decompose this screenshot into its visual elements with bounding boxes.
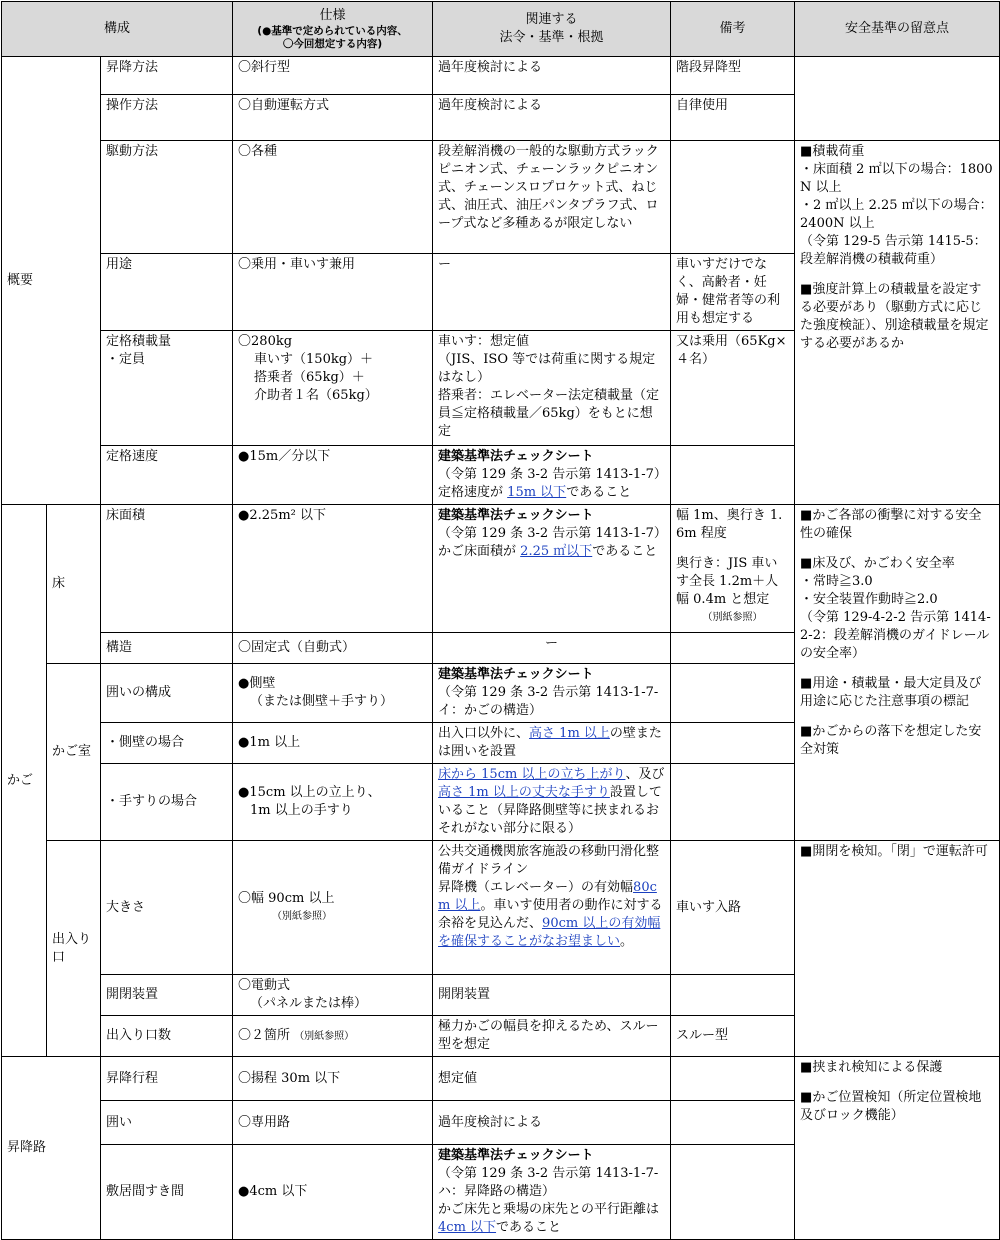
item-cell: 定格速度	[101, 446, 233, 505]
law-text: 昇降機（エレベーター）の有効幅	[438, 880, 634, 895]
spec-cell	[233, 975, 433, 1016]
law-text: であること	[566, 485, 632, 500]
spec-cell	[233, 664, 433, 723]
law-title: 建築基準法チェックシート	[438, 667, 594, 682]
item-cell: 操作方法	[101, 95, 233, 141]
spec-cell: ●2.25m² 以下	[233, 505, 433, 633]
law-cell: 過年度検討による	[433, 1101, 671, 1145]
law-title: 建築基準法チェックシート	[438, 1148, 594, 1163]
table-row	[2, 141, 1000, 254]
note-cell: 階段昇降型	[671, 57, 795, 95]
spec-text: 〇幅 90cm 以上	[238, 890, 335, 906]
law-cell	[433, 1145, 671, 1240]
item-cell: 床面積	[101, 505, 233, 633]
item-cell: ・手すりの場合	[101, 764, 233, 841]
spec-text: ●15cm 以上の立上り、	[238, 785, 381, 800]
header-law-line2: 法令・基準・根拠	[499, 30, 604, 45]
spec-text: （または側壁＋手すり）	[250, 694, 394, 709]
spec-text: 介助者１名（65kg）	[254, 388, 378, 403]
section-car: かご	[2, 505, 47, 1057]
spec-cell	[233, 331, 433, 446]
note-cell: 車いすだけでなく、高齢者・妊婦・健常者等の利用も想定する	[671, 254, 795, 331]
item-cell: 構造	[101, 633, 233, 664]
note-cell	[671, 723, 795, 764]
safety-text: ■床及び、かごわく安全率	[800, 556, 955, 571]
note-cell	[671, 633, 795, 664]
section-overview: 概要	[2, 57, 101, 505]
item-cell: 囲いの構成	[101, 664, 233, 723]
note-text: （別紙参照）	[702, 612, 763, 623]
law-text: （令第 129 条 3-2 告示第 1413-1-7-イ：かごの構造）	[438, 685, 659, 718]
header-structure: 構成	[2, 2, 233, 57]
law-text: 出入口以外に、	[438, 726, 530, 741]
note-cell: 車いす入路	[671, 841, 795, 975]
law-underlined: 90cm 以上の有効幅を確保することがなお望ましい	[438, 916, 661, 949]
spec-text: 〇２箇所	[238, 1027, 291, 1043]
law-cell: ー	[433, 633, 671, 664]
spec-cell	[233, 764, 433, 841]
law-underlined: 高さ 1m 以上の丈夫な手すり	[438, 785, 610, 800]
safety-text: ■かごからの落下を想定した安全対策	[800, 724, 982, 757]
spec-cell: ●15m／分以下	[233, 446, 433, 505]
note-text: 幅 1m、奥行き 1.6m 程度	[676, 508, 783, 541]
item-cell	[101, 331, 233, 446]
law-underlined: 2.25 ㎡以下	[520, 544, 593, 559]
header-spec	[233, 2, 433, 57]
safety-text: ・床面積 2 ㎡以下の場合：1800N 以上	[800, 162, 993, 195]
law-title: 建築基準法チェックシート	[438, 508, 594, 523]
spec-text: （別紙参照）	[294, 1030, 355, 1042]
spec-text: ●側壁	[238, 676, 276, 691]
item-cell: 昇降行程	[101, 1057, 233, 1101]
spec-text: 〇280kg	[238, 334, 293, 349]
safety-text: ・安全装置作動時≧2.0	[800, 592, 938, 607]
item-cell: 駆動方法	[101, 141, 233, 254]
note-cell	[671, 1057, 795, 1101]
note-cell: 又は乗用（65Kg×４名）	[671, 331, 795, 446]
note-cell	[671, 1145, 795, 1240]
safety-text: ■かご位置検知（所定位置検地及びロック機能）	[800, 1090, 982, 1123]
law-underlined: 高さ 1m 以上	[529, 726, 610, 741]
law-cell: 想定値	[433, 1057, 671, 1101]
law-cell	[433, 664, 671, 723]
law-cell	[433, 723, 671, 764]
law-cell	[433, 841, 671, 975]
safety-text: ■用途・積載量・最大定員及び用途に応じた注意事項の標記	[800, 676, 982, 709]
law-text: の壁または囲いを設置	[438, 726, 662, 759]
spec-text: 1m 以上の手すり	[250, 803, 353, 818]
item-cell: 開閉装置	[101, 975, 233, 1016]
law-text: （令第 129 条 3-2 告示第 1413-1-7）	[438, 526, 667, 541]
spec-text: （別紙参照）	[272, 910, 333, 922]
safety-cell-entrance	[795, 841, 1000, 1057]
header-spec-sub1: (●基準で定められている内容、	[257, 25, 408, 37]
header-spec-sub2: 〇今回想定する内容)	[282, 38, 383, 50]
note-cell	[671, 141, 795, 254]
item-text: 定格積載量	[106, 334, 172, 349]
law-cell: 過年度検討による	[433, 95, 671, 141]
item-cell: 敷居間すき間	[101, 1145, 233, 1240]
table-row	[2, 1057, 1000, 1101]
spec-cell: 〇揚程 30m 以下	[233, 1057, 433, 1101]
note-cell: 自律使用	[671, 95, 795, 141]
safety-text: ■かご各部の衝撃に対する安全性の確保	[800, 508, 982, 541]
law-text: 。車いす使用者の動作に対する余裕を見込んだ、	[438, 898, 663, 931]
law-text: 、及び	[625, 767, 665, 782]
safety-cell-hoistway	[795, 1057, 1000, 1240]
spec-cell: ●1m 以上	[233, 723, 433, 764]
law-text: であること	[496, 1220, 562, 1235]
law-text: 車いす：想定値	[438, 334, 530, 349]
item-cell: 囲い	[101, 1101, 233, 1145]
spec-cell: 〇自動運転方式	[233, 95, 433, 141]
law-underlined: 80cm 以上	[438, 880, 657, 913]
law-title: 建築基準法チェックシート	[438, 449, 594, 464]
note-cell	[671, 975, 795, 1016]
spec-text: （パネルまたは棒）	[250, 996, 368, 1011]
law-text: （JIS、ISO 等では荷重に関する規定はなし）	[438, 352, 656, 385]
law-underlined: 床から 15cm 以上の立ち上がり	[438, 767, 626, 782]
law-text: 設置していること（昇降路側壁等に挟まれるおそれがない部分に限る）	[438, 785, 662, 836]
note-cell	[671, 1101, 795, 1145]
spec-cell	[233, 841, 433, 975]
spec-cell	[233, 1016, 433, 1057]
section-car-room: かご室	[47, 664, 101, 841]
section-hoistway: 昇降路	[2, 1057, 101, 1240]
safety-empty	[795, 57, 1000, 141]
safety-text: ■開閉を検知。「閉」で運転許可	[800, 844, 988, 859]
header-law-line1: 関連する	[525, 12, 578, 27]
table-row	[2, 505, 1000, 633]
law-text: かご床先と乗場の床先との平行距離は	[438, 1202, 660, 1217]
section-entrance: 出入り口	[47, 841, 101, 1057]
spec-cell: 〇斜行型	[233, 57, 433, 95]
item-cell: 用途	[101, 254, 233, 331]
safety-cell-car	[795, 505, 1000, 841]
spec-text: 搭乗者（65kg）＋	[254, 370, 365, 385]
header-law	[433, 2, 671, 57]
spec-cell: 〇各種	[233, 141, 433, 254]
spec-cell: 〇乗用・車いす兼用	[233, 254, 433, 331]
safety-text: （令第 129-5 告示第 1415-5：段差解消機の積載荷重）	[800, 234, 987, 267]
law-text: であること	[592, 544, 658, 559]
law-cell	[433, 505, 671, 633]
item-cell: ・側壁の場合	[101, 723, 233, 764]
note-cell	[671, 505, 795, 633]
law-cell	[433, 764, 671, 841]
item-cell: 出入り口数	[101, 1016, 233, 1057]
header-notes: 備考	[671, 2, 795, 57]
spec-cell: ●4cm 以下	[233, 1145, 433, 1240]
section-floor: 床	[47, 505, 101, 664]
item-cell: 大きさ	[101, 841, 233, 975]
law-cell: 段差解消機の一般的な駆動方式ラックピニオン式、チェーンラックピニオン式、チェーンスロプロケット式、ねじ式、油圧式、油圧パンタプラフ式、ロープ式など多種あるが限定しない	[433, 141, 671, 254]
law-cell: 極力かごの幅員を抑えるため、スルー型を想定	[433, 1016, 671, 1057]
spec-cell: 〇固定式（自動式）	[233, 633, 433, 664]
item-cell: 昇降方法	[101, 57, 233, 95]
header-safety: 安全基準の留意点	[795, 2, 1000, 57]
note-text: 奥行き：JIS 車いす全長 1.2m＋人幅 0.4m と想定	[676, 556, 779, 607]
safety-text: ■挟まれ検知による保護	[800, 1060, 943, 1075]
law-text: （令第 129 条 3-2 告示第 1413-1-7）	[438, 467, 667, 482]
law-text: （令第 129 条 3-2 告示第 1413-1-7-ハ：昇降路の構造）	[438, 1166, 659, 1199]
law-cell	[433, 331, 671, 446]
table-row	[2, 841, 1000, 975]
table-row	[2, 57, 1000, 95]
item-text: ・定員	[106, 352, 146, 367]
law-text: 定格速度が	[438, 485, 508, 500]
safety-text: ■強度計算上の積載量を設定する必要があり（駆動方式に応じた強度検証）、別途積載量を規定する必要があるか	[800, 282, 989, 351]
law-cell	[433, 446, 671, 505]
note-cell	[671, 446, 795, 505]
header-row	[2, 2, 1000, 57]
note-cell: スルー型	[671, 1016, 795, 1057]
spec-cell: 〇専用路	[233, 1101, 433, 1145]
spec-text: 〇電動式	[238, 978, 291, 993]
note-cell	[671, 664, 795, 723]
spec-table	[1, 1, 1000, 1240]
safety-cell-overview	[795, 141, 1000, 505]
note-cell	[671, 764, 795, 841]
spec-text: 車いす（150kg）＋	[254, 352, 374, 367]
safety-text: ・常時≧3.0	[800, 574, 873, 589]
law-text: 。	[620, 934, 634, 949]
header-spec-title: 仕様	[319, 8, 346, 23]
law-text: かご床面積が	[438, 544, 521, 559]
law-underlined: 15m 以下	[507, 485, 567, 500]
safety-text: ・2 ㎡以上 2.25 ㎡以下の場合：2400N 以上	[800, 198, 993, 231]
safety-text: ■積載荷重	[800, 144, 865, 159]
law-cell: 開閉装置	[433, 975, 671, 1016]
law-cell: ー	[433, 254, 671, 331]
law-text: 公共交通機関旅客施設の移動円滑化整備ガイドライン	[438, 844, 660, 877]
law-text: 搭乗者：エレベーター法定積載量（定員≦定格積載量／65kg）をもとに想定	[438, 388, 660, 439]
law-underlined: 4cm 以下	[438, 1220, 497, 1235]
safety-text: （令第 129-4-2-2 告示第 1414-2-2：段差解消機のガイドレールの安全率）	[800, 610, 991, 661]
law-cell: 過年度検討による	[433, 57, 671, 95]
